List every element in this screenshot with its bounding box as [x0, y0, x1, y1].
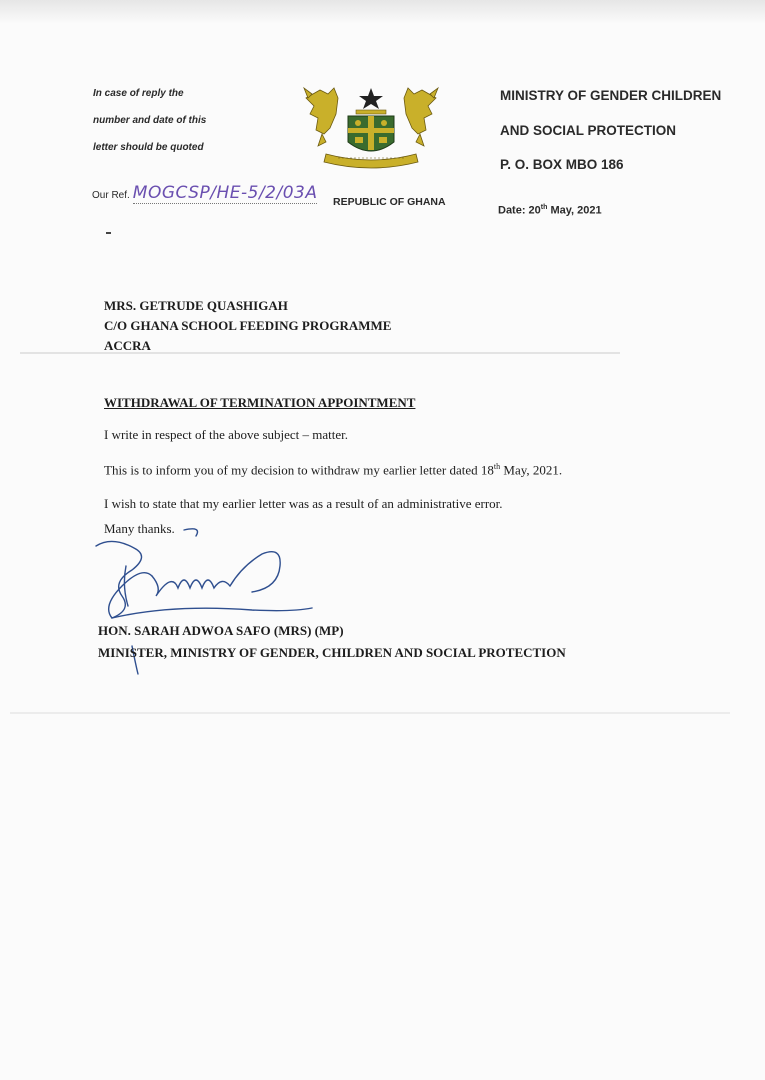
reply-note — [93, 80, 283, 161]
signatory-name: HON. SARAH ADWOA SAFO (MRS) (MP) — [98, 623, 344, 638]
signatory-title: MINISTER, MINISTRY OF GENDER, CHILDREN AND SOCIAL PROTECTION — [98, 645, 566, 660]
our-ref-label: Our Ref. — [92, 190, 130, 201]
scan-shadow — [0, 0, 765, 24]
date-prefix: Date: 20 — [498, 204, 541, 217]
addressee-block — [104, 296, 391, 356]
ghana-coat-of-arms-emblem — [298, 84, 444, 170]
letter-date — [498, 204, 602, 217]
date-rest: May, 2021 — [547, 204, 602, 217]
republic-of-ghana: REPUBLIC OF GHANA — [333, 196, 446, 208]
signatory-block — [98, 620, 566, 664]
ministry-name-line2: AND SOCIAL PROTECTION — [500, 123, 677, 138]
stray-mark — [106, 232, 111, 234]
paragraph-2-end: May, 2021. — [500, 462, 563, 478]
paragraph-1: I write in respect of the above subject – matter. — [104, 427, 349, 442]
coat-of-arms-icon — [298, 84, 444, 170]
our-ref-handwritten-value: MOGCSP/HE-5/2/03A — [132, 183, 318, 203]
paragraph-3: I wish to state that my earlier letter was as a result of an administrative error. — [104, 496, 503, 511]
ministry-name-line1: MINISTRY OF GENDER CHILDREN — [500, 88, 722, 103]
reply-note-line: In case of reply the — [93, 88, 184, 99]
paragraph-2-text: This is to inform you of my decision to withdraw my earlier letter dated 18 — [104, 462, 494, 478]
reply-note-line: number and date of this — [93, 115, 207, 126]
letter-subject: WITHDRAWAL OF TERMINATION APPOINTMENT — [104, 395, 416, 410]
addressee-city: ACCRA — [104, 338, 151, 353]
date-ordinal: th — [540, 204, 548, 211]
paragraph-2 — [104, 462, 562, 478]
paragraph-2-ordinal: th — [493, 462, 501, 471]
scan-artifact — [10, 712, 730, 714]
reply-note-line: letter should be quoted — [93, 142, 204, 153]
our-reference — [92, 183, 317, 204]
closing-remark: Many thanks. — [104, 521, 175, 536]
ministry-po-box: P. O. BOX MBO 186 — [500, 157, 624, 172]
addressee-name: MRS. GETRUDE QUASHIGAH — [104, 298, 288, 313]
addressee-org: C/O GHANA SCHOOL FEEDING PROGRAMME — [104, 318, 392, 333]
